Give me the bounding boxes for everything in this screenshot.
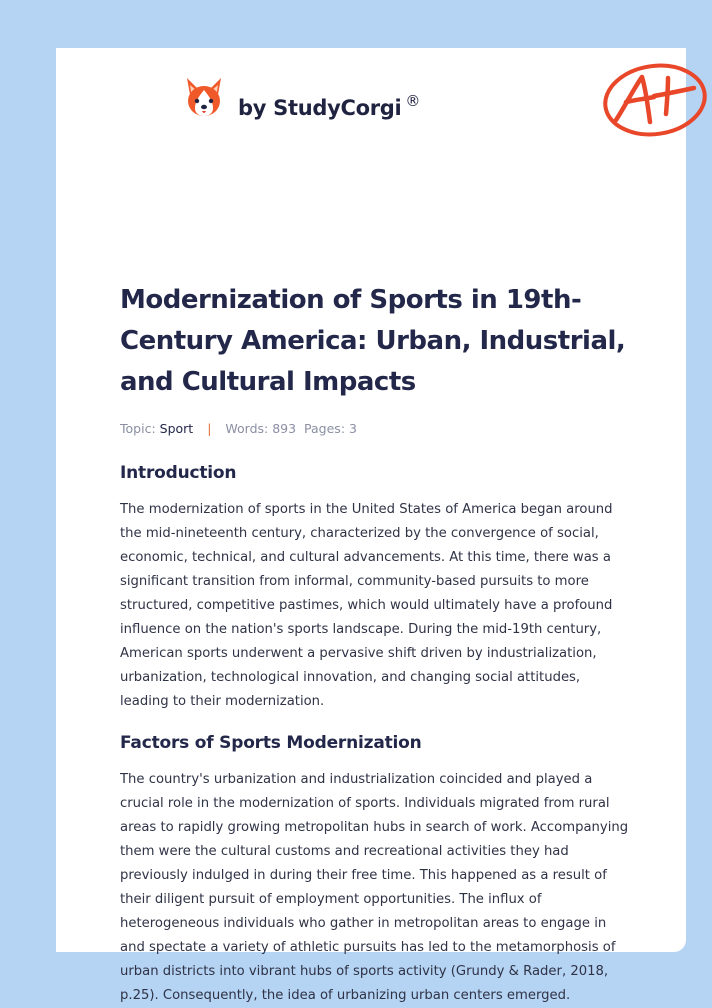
words-label: Words: <box>225 421 269 436</box>
header <box>120 48 629 148</box>
registered-mark: ® <box>405 92 421 110</box>
brand-name: by StudyCorgi ® <box>238 92 421 120</box>
document-meta <box>120 421 629 436</box>
pages-label: Pages: <box>304 421 346 436</box>
section-body-introduction: The modernization of sports in the United States of America began around the mid-nineteenth century, characterized by the convergence of social, economic, technical, and cultural advancements. At this time, there was a significant transition from informal, community-based pursuits to more structured, competitive pastimes, which would ultimately have a profound influence on the nation's sports landscape. During the mid-19th century, American sports underwent a pervasive shift driven by industrialization, urbanization, technological innovation, and changing social attitudes, leading to their modernization. <box>120 502 613 709</box>
topic-label: Topic: <box>120 421 156 436</box>
topic-link[interactable]: Sport <box>159 421 194 436</box>
grade-a-plus-icon <box>602 60 712 140</box>
section-body-factors: The country's urbanization and industrialization coincided and played a crucial role in the modernization of sports. Individuals migrated from rural areas to rapidly growing metropolitan hubs in search of work. Accompanying them were the cultural customs and recreational activities they had previously indulged in during their free time. This happened as a result of their diligent pursuit of employment opportunities. The influx of heterogeneous individuals who gather in metropolitan areas to engage in and spectate a variety of athletic pursuits has led to the metamorphosis of urban districts into vibrant hubs of sports activity (Grundy & Rader, 2018, p.25). Consequently, the idea of urbanizing urban centers emerged. <box>120 772 629 1003</box>
words-count: 893 <box>272 421 297 436</box>
corgi-logo-icon <box>184 76 224 118</box>
document-page <box>56 48 686 1003</box>
meta-separator: | <box>207 421 212 436</box>
section-heading-factors: Factors of Sports Modernization <box>120 733 422 753</box>
pages-count: 3 <box>349 421 357 436</box>
document-title: Modernization of Sports in 19th-Century America: Urban, Industrial, and Cultural Impacts <box>120 285 626 397</box>
section-heading-introduction: Introduction <box>120 463 237 483</box>
